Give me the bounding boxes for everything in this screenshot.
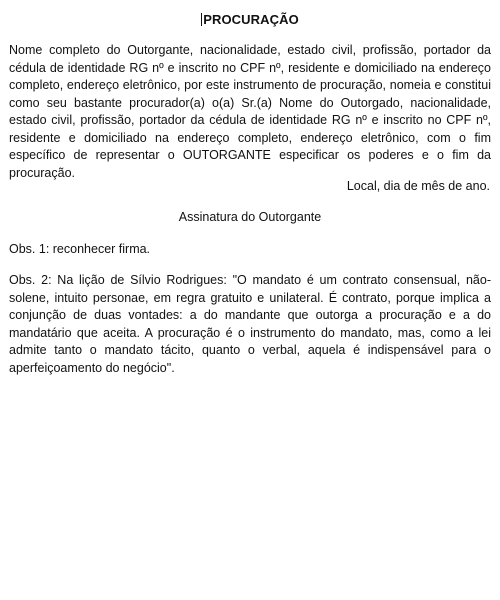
- place-date-line: Local, dia de mês de ano.: [346, 179, 490, 193]
- observation-1: Obs. 1: reconhecer firma.: [9, 242, 151, 256]
- observation-2: Obs. 2: Na lição de Sílvio Rodrigues: "O mandato é um contrato consensual, não-solene, intuito personae, em regra gratuito e unilateral. É contrato, porque implica a conjunção de duas vontades: a do mandante que outorga a procuração e a do mandatário que aceita. A procuração é o instrumento do mandato, mas, como a lei admite tanto o mandato tácito, quanto o verbal, aquela é indispensável para o aperfeiçoamento do negócio".: [9, 273, 491, 375]
- procuration-body: Nome completo do Outorgante, nacionalidade, estado civil, profissão, portador da cédula de identidade RG nº e inscrito no CPF nº, residente e domiciliado na endereço completo, endereço eletrônico, por este instrumento de procuração, nomeia e constitui como seu bastante procurador(a) o(a) Sr.(a) Nome do Outorgado, nacionalidade, estado civil, profissão, portador da cédula de identidade RG nº e inscrito no CPF nº, residente e domiciliado na endereço completo, endereço eletrônico, com o fim específico de representar o OUTORGANTE especificar os poderes e o fim da procuração.: [9, 43, 491, 180]
- grantor-signature-line: Assinatura do Outorgante: [178, 210, 322, 224]
- document-title-row: [0, 12, 500, 27]
- document-title: PROCURAÇÃO: [203, 12, 299, 27]
